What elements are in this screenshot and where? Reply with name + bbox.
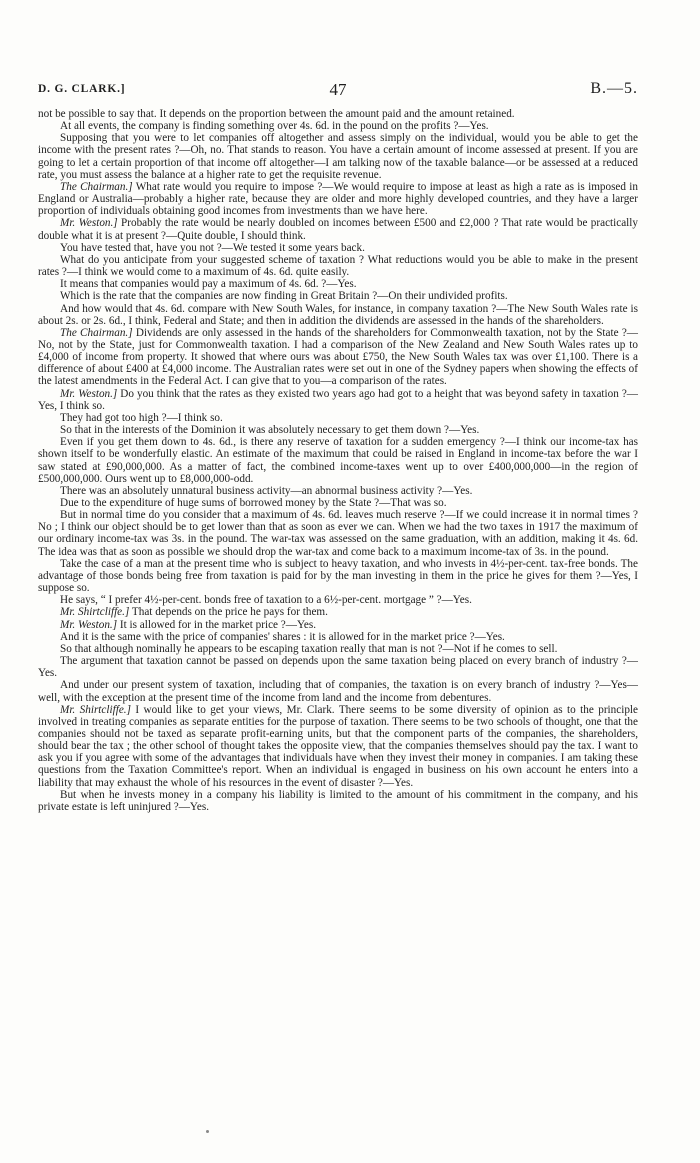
transcript-paragraph	[38, 497, 638, 509]
transcript-paragraph	[38, 254, 638, 278]
paragraph-text: Probably the rate would be nearly doubled on incomes between £500 and £2,000 ? That rate would be practically double what it is at present ?—Quite double, I should think.	[38, 217, 638, 242]
paragraph-text: So that in the interests of the Dominion it was absolutely necessary to get them down ?—Yes.	[60, 424, 480, 437]
transcript-paragraph	[38, 242, 638, 254]
paragraph-text: not be possible to say that. It depends on the proportion between the amount paid and the amount retained.	[38, 108, 515, 120]
speaker-label: Mr. Weston.]	[60, 217, 118, 230]
transcript-paragraph	[38, 509, 638, 558]
witness-name: D. G. CLARK.]	[38, 83, 126, 95]
paragraph-text: There was an absolutely unnatural business activity—an abnormal business activity ?—Yes.	[60, 484, 473, 497]
transcript-paragraph	[38, 789, 638, 813]
document-reference: B.—5.	[590, 80, 638, 97]
transcript-paragraph	[38, 181, 638, 217]
speaker-label: The Chairman.]	[60, 326, 133, 339]
paragraph-text: The argument that taxation cannot be passed on depends upon the same taxation being placed on every branch of industry ?—Yes.	[38, 655, 638, 680]
speaker-label: Mr. Weston.]	[60, 387, 118, 400]
paragraph-text: And it is the same with the price of companies' shares : it is allowed for in the market price ?—Yes.	[60, 630, 505, 643]
page-header	[38, 80, 638, 102]
transcript-paragraph	[38, 594, 638, 606]
paragraph-text: You have tested that, have you not ?—We tested it some years back.	[60, 241, 365, 254]
transcript-paragraph	[38, 631, 638, 643]
paragraph-text: It is allowed for in the market price ?—Yes.	[117, 618, 317, 631]
paragraph-text: And how would that 4s. 6d. compare with New South Wales, for instance, in company taxation ?—The New South Wales rate is about 2s. or 2s. 6d., I think, Federal and State; and then in addition the dividends are assessed in the hands of the shareholders.	[38, 302, 638, 327]
paragraph-text: Which is the rate that the companies are now finding in Great Britain ?—On their undivided profits.	[60, 290, 508, 303]
paragraph-text: But in normal time do you consider that a maximum of 4s. 6d. leaves much reserve ?—If we could increase it in normal times ? No ; I think our object should be to get lower than that as soon as ever we can. When we had the two taxes in 1917 the maximum of our ordinary income-tax was 3s. in the pound. The war-tax was assessed on the same graduation, with an addition, making it 4s. 6d. The idea was that as soon as possible we should drop the war-tax and come back to a maximum income-tax of 3s. in the pound.	[38, 509, 638, 558]
paragraph-text: What rate would you require to impose ?—We would require to impose at least as high a rate as is imposed in England or Australia—probably a higher rate, because they are older and more highly developed countries, and they have a larger proportion of individuals obtaining good incomes from investments than we have here.	[38, 180, 639, 218]
paragraph-text: I would like to get your views, Mr. Clark. There seems to be some diversity of opinion as to the principle involved in treating companies as separate entities for the purpose of taxation. There seems to be two schools of thought, one that the companies should not be taxed as separate profit-earning units, but that the component parts of the companies, the shareholders, should bear the tax ; the other school of thought takes the opposite view, that the companies themselves should pay the tax. I want to ask you if you agree with some of the advantages that individuals have when they invest their money in companies. I am taking these questions from the Taxation Committee's report. When an individual is engaged in business on his own account he enters into a liability that may exhaust the whole of his resources in the event of disaster ?—Yes.	[38, 703, 638, 789]
paragraph-text: It means that companies would pay a maximum of 4s. 6d. ?—Yes.	[60, 278, 357, 291]
transcript-paragraph	[38, 606, 638, 618]
transcript-paragraph	[38, 388, 638, 412]
speaker-label: Mr. Weston.]	[60, 618, 118, 631]
paragraph-text: Supposing that you were to let companies off altogether and assess simply on the individual, would you be able to get the income with the present rates ?—Oh, no. That stands to reason. You have a certain amount of income assessed at present. If you are going to let a certain proportion of that income off altogether—I am talking now of the taxable balance—or be assessed at a reduced rate, you must assess the balance at a higher rate to get the requisite revenue.	[38, 132, 638, 181]
transcript-paragraph	[38, 436, 638, 485]
transcript-paragraph	[38, 290, 638, 302]
transcript-paragraph	[38, 303, 638, 327]
paragraph-text: Dividends are only assessed in the hands of the shareholders for Commonwealth taxation, not by the State ?—No, not by the State, just for Commonwealth taxation. I had a comparison of the New Zealand and New South Wales rates up to £4,000 of income from property. It showed that where ours was about £750, the New South Wales tax was over £1,100. There is a difference of about £400 at £4,000 income. The Australian rates were set out in one of the Sydney papers when showing the effects of the latest amendments in the Federal Act. I can give that to you—a comparison of the rates.	[38, 326, 638, 388]
paragraph-text: Do you think that the rates as they existed two years ago had got to a height that was beyond safety in taxation ?—Yes, I think so.	[38, 387, 638, 412]
paragraph-text: And under our present system of taxation, including that of companies, the taxation is on every branch of industry ?—Yes—well, with the exception at the present time of the income from land and the income from debentures.	[38, 679, 638, 704]
transcript-paragraph	[38, 424, 638, 436]
transcript-paragraph	[38, 278, 638, 290]
paragraph-text: That depends on the price he pays for them.	[129, 606, 328, 619]
transcript-paragraph	[38, 558, 638, 594]
transcript-paragraph	[38, 655, 638, 679]
paragraph-text: So that although nominally he appears to be escaping taxation really that man is not ?—Not if he comes to sell.	[60, 642, 558, 655]
transcript-body	[38, 108, 638, 813]
transcript-paragraph	[38, 412, 638, 424]
transcript-paragraph	[38, 132, 638, 181]
paragraph-text: Due to the expenditure of huge sums of borrowed money by the State ?—That was so.	[60, 497, 447, 509]
transcript-paragraph	[38, 619, 638, 631]
transcript-paragraph	[38, 485, 638, 497]
paragraph-text: Take the case of a man at the present time who is subject to heavy taxation, and who invests in 4½-per-cent. tax-free bonds. The advantage of those bonds being free from taxation is paid for by the man investing in them in the price he gives for them ?—Yes, I suppose so.	[38, 557, 638, 595]
paragraph-text: Even if you get them down to 4s. 6d., is there any reserve of taxation for a sudden emergency ?—I think our income-tax has shown itself to be wonderfully elastic. An estimate of the maximum that could be raised in England in income-tax before the war I saw stated at £90,000,000. As a matter of fact, the combined income-taxes went up to over £400,000,000—in the region of £500,000,000. Ours went up to £8,000,000-odd.	[38, 436, 638, 485]
paragraph-text: They had got too high ?—I think so.	[60, 411, 223, 424]
page-number: 47	[329, 80, 347, 99]
transcript-paragraph	[38, 327, 638, 388]
paragraph-text: But when he invests money in a company his liability is limited to the amount of his commitment in the company, and his private estate is left uninjured ?—Yes.	[38, 788, 638, 813]
transcript-paragraph	[38, 643, 638, 655]
transcript-paragraph	[38, 108, 638, 120]
transcript-paragraph	[38, 679, 638, 703]
speaker-label: The Chairman.]	[60, 180, 133, 193]
speaker-label: Mr. Shirtcliffe.]	[60, 703, 131, 716]
paragraph-text: What do you anticipate from your suggested scheme of taxation ? What reductions would you be able to make in the present rates ?—I think we would come to a maximum of 4s. 6d. quite easily.	[38, 253, 638, 279]
scan-speck	[206, 1130, 209, 1133]
transcript-paragraph	[38, 704, 638, 789]
paragraph-text: He says, “ I prefer 4½-per-cent. bonds free of taxation to a 6½-per-cent. mortgage ” ?—Yes.	[60, 594, 472, 607]
paragraph-text: At all events, the company is finding something over 4s. 6d. in the pound on the profits ?—Yes.	[60, 120, 489, 133]
speaker-label: Mr. Shirtcliffe.]	[60, 606, 130, 619]
transcript-paragraph	[38, 120, 638, 132]
transcript-paragraph	[38, 217, 638, 241]
